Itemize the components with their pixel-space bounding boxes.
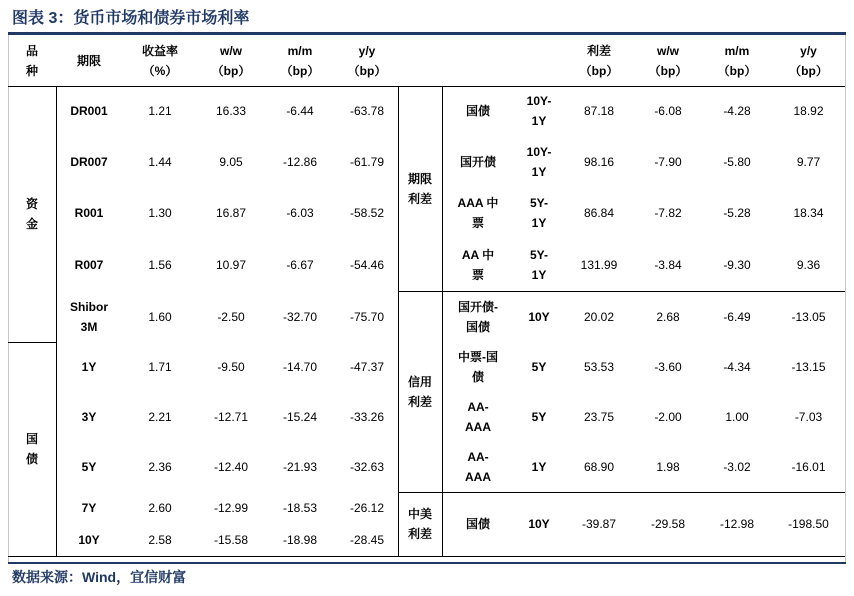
right-row-spread: 86.84 <box>583 206 615 220</box>
right-row-mm: -9.30 <box>723 258 751 272</box>
right-row-term: 5Y- 1Y <box>529 196 548 230</box>
left-row-mm: -18.98 <box>282 533 318 547</box>
left-row-ww: 16.33 <box>215 104 247 118</box>
left-row-yield: 2.58 <box>148 533 172 547</box>
left-row-mm: -6.67 <box>286 258 314 272</box>
left-row-yield: 1.44 <box>148 154 172 169</box>
right-row-name: AA- AAA <box>465 399 491 434</box>
right-row-yy: -7.03 <box>794 409 823 424</box>
left-row-mm: -14.70 <box>282 360 318 374</box>
right-row-yy: -13.05 <box>791 309 826 324</box>
left-row-mm: -15.24 <box>282 409 318 424</box>
right-row-mm: -4.28 <box>723 104 751 118</box>
right-row-mm: -5.28 <box>723 206 751 220</box>
right-row-spread: 87.18 <box>583 104 615 118</box>
left-row-yy: -28.45 <box>349 533 385 547</box>
right-row-spread: 20.02 <box>583 309 615 324</box>
left-header-yy: y/y （bp） <box>347 44 387 78</box>
right-row-ww: -29.58 <box>650 517 686 531</box>
left-header-term: 期限 <box>76 54 101 68</box>
left-row-ww: -9.50 <box>217 360 245 374</box>
left-header-category: 品 种 <box>25 44 38 78</box>
left-group-separator <box>8 342 56 343</box>
left-header-mm: m/m （bp） <box>280 44 320 78</box>
right-row-name: AA 中 票 <box>461 248 495 282</box>
right-row-term: 1Y <box>531 459 547 474</box>
right-row-term: 10Y <box>528 309 550 324</box>
right-row-spread: 53.53 <box>583 360 615 374</box>
left-row-term: 10Y <box>78 533 100 547</box>
right-row-ww: 2.68 <box>656 309 680 324</box>
right-row-yy: 9.36 <box>796 258 821 272</box>
left-row-ww: 10.97 <box>215 258 247 272</box>
right-row-ww: -6.08 <box>654 104 682 118</box>
left-header-yield: 收益率 （%） <box>141 44 178 78</box>
right-row-term: 5Y <box>531 360 547 374</box>
right-header-spread: 利差 （bp） <box>579 44 619 78</box>
left-row-term: DR007 <box>70 154 108 169</box>
right-row-ww: -2.00 <box>654 409 682 424</box>
left-row-yield: 1.71 <box>148 360 172 374</box>
right-row-name: AA- AAA <box>465 449 491 484</box>
right-row-name: 国开债 <box>459 154 496 169</box>
right-group-cn-us-spread: 中美 利差 <box>407 507 432 541</box>
right-row-name: AAA 中 票 <box>457 196 499 230</box>
left-row-mm: -12.86 <box>282 154 318 169</box>
left-row-term: R007 <box>74 258 104 272</box>
left-row-term: 5Y <box>81 459 97 474</box>
right-row-ww: -3.84 <box>654 258 682 272</box>
right-group-credit-spread: 信用 利差 <box>407 374 432 409</box>
left-row-yy: -26.12 <box>349 501 385 515</box>
right-row-term: 10Y- 1Y <box>526 144 552 179</box>
right-row-spread: 131.99 <box>580 258 618 272</box>
right-row-term: 5Y <box>531 409 547 424</box>
right-row-spread: -39.87 <box>581 517 617 531</box>
right-row-mm: -6.49 <box>723 309 751 324</box>
left-row-yield: 1.56 <box>148 258 172 272</box>
right-header-mm: m/m （bp） <box>717 44 757 78</box>
right-row-ww: -7.90 <box>654 154 682 169</box>
left-row-term: 7Y <box>81 501 97 515</box>
title-rule <box>8 32 846 35</box>
left-row-yield: 2.60 <box>148 501 172 515</box>
right-row-spread: 23.75 <box>583 409 615 424</box>
left-row-term: DR001 <box>70 104 108 118</box>
left-row-yield: 1.21 <box>148 104 172 118</box>
left-row-mm: -6.44 <box>286 104 314 118</box>
right-row-mm: -5.80 <box>723 154 751 169</box>
left-row-term: R001 <box>74 206 104 220</box>
right-row-mm: -12.98 <box>719 517 755 531</box>
right-group-term-spread: 期限 利差 <box>407 171 432 206</box>
right-row-yy: 18.34 <box>793 206 824 220</box>
right-group-divider <box>442 86 443 556</box>
table-bottom-rule <box>8 556 845 557</box>
left-row-yy: -63.78 <box>349 104 385 118</box>
left-row-yield: 2.21 <box>148 409 172 424</box>
left-row-yy: -33.26 <box>349 409 385 424</box>
right-row-term: 10Y- 1Y <box>526 94 552 128</box>
left-row-yield: 1.30 <box>148 206 172 220</box>
left-row-yield: 1.60 <box>148 309 172 324</box>
left-row-yy: -58.52 <box>349 206 385 220</box>
right-row-yy: 9.77 <box>796 154 821 169</box>
right-row-yy: -16.01 <box>791 459 826 474</box>
left-row-ww: -2.50 <box>217 309 245 324</box>
left-header-ww: w/w （bp） <box>211 44 251 78</box>
left-row-mm: -21.93 <box>282 459 318 474</box>
left-row-yield: 2.36 <box>148 459 172 474</box>
left-row-ww: -12.40 <box>213 459 249 474</box>
right-row-ww: -3.60 <box>654 360 682 374</box>
right-row-term: 10Y <box>528 517 550 531</box>
left-row-ww: 16.87 <box>215 206 247 220</box>
left-row-term: Shibor 3M <box>70 299 108 334</box>
left-group-divider <box>56 86 57 556</box>
left-row-ww: -12.71 <box>213 409 249 424</box>
right-row-mm: -4.34 <box>723 360 751 374</box>
right-row-yy: 18.92 <box>793 104 824 118</box>
right-row-name: 国开债- 国债 <box>458 299 498 334</box>
right-header-yy: y/y （bp） <box>789 44 828 78</box>
right-row-spread: 98.16 <box>583 154 615 169</box>
right-row-mm: -3.02 <box>723 459 751 474</box>
right-row-name: 国债 <box>465 517 490 531</box>
left-row-term: 1Y <box>81 360 97 374</box>
right-row-spread: 68.90 <box>583 459 615 474</box>
frame-right <box>845 35 846 562</box>
left-row-ww: -12.99 <box>213 501 249 515</box>
source-rule <box>8 562 846 564</box>
left-group-treasury: 国 债 <box>25 432 38 466</box>
right-group-separator-2 <box>398 492 845 493</box>
right-group-separator-1 <box>398 291 845 292</box>
left-row-mm: -18.53 <box>282 501 318 515</box>
left-row-mm: -6.03 <box>286 206 314 220</box>
left-row-yy: -75.70 <box>349 309 385 324</box>
right-row-mm: 1.00 <box>725 409 749 424</box>
left-row-yy: -47.37 <box>349 360 385 374</box>
right-row-yy: -198.50 <box>788 517 829 531</box>
left-group-funds: 资 金 <box>25 197 38 231</box>
middle-divider <box>398 86 399 556</box>
right-row-ww: 1.98 <box>656 459 680 474</box>
right-header-ww: w/w （bp） <box>648 44 688 78</box>
left-row-ww: -15.58 <box>213 533 249 547</box>
right-row-ww: -7.82 <box>654 206 682 220</box>
right-row-name: 国债 <box>465 104 490 118</box>
right-row-yy: -13.15 <box>791 360 826 374</box>
left-row-yy: -54.46 <box>349 258 385 272</box>
right-row-name: 中票-国 债 <box>458 350 498 384</box>
left-row-term: 3Y <box>81 409 97 424</box>
left-row-yy: -61.79 <box>349 154 385 169</box>
left-row-ww: 9.05 <box>219 154 243 169</box>
left-row-yy: -32.63 <box>349 459 385 474</box>
source-note: 数据来源：Wind，宜信财富 <box>12 569 187 585</box>
right-row-term: 5Y- 1Y <box>529 248 548 282</box>
left-row-mm: -32.70 <box>282 309 318 324</box>
figure-title: 图表 3：货币市场和债券市场利率 <box>12 10 250 27</box>
